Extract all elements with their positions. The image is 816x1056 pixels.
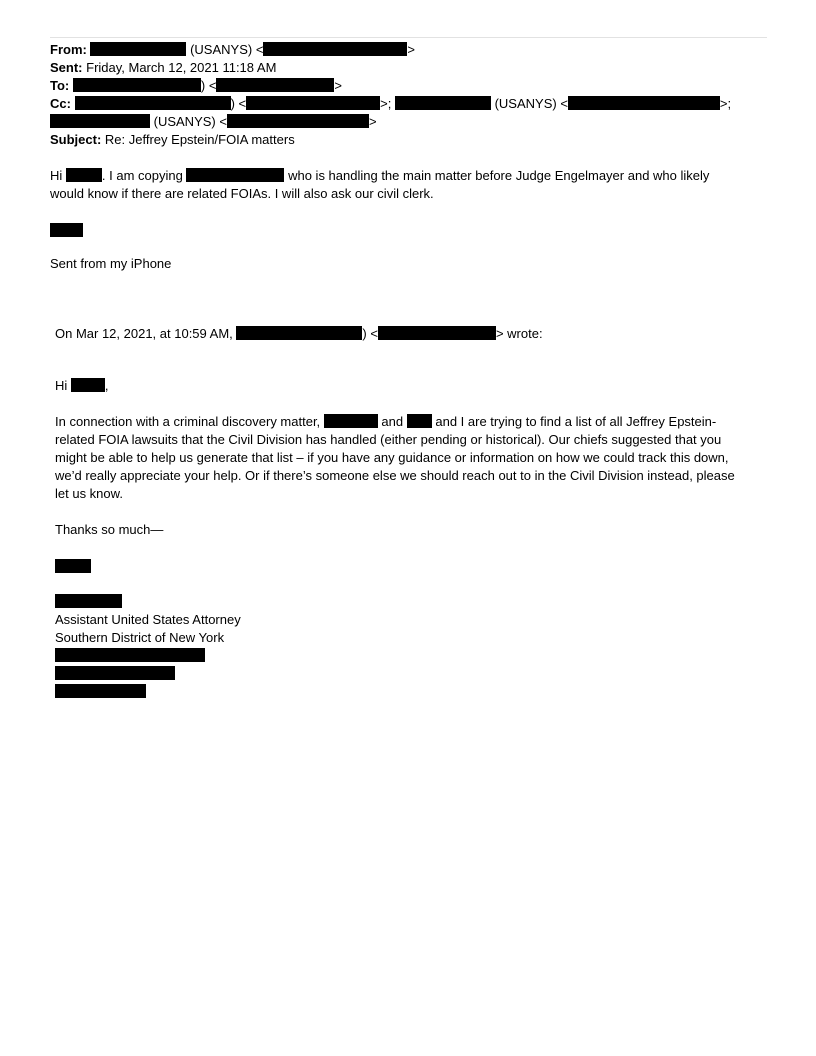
quoted-text: Hi: [55, 378, 68, 393]
redaction-block: [71, 378, 105, 392]
cc-usanys2: (USANYS) <: [153, 114, 227, 129]
redaction-block: [186, 168, 284, 182]
reply-text: . I am copying: [101, 168, 183, 183]
reply-text: Hi: [50, 168, 63, 183]
cc-label: Cc:: [50, 96, 71, 111]
redaction-block: [216, 78, 334, 92]
quoted-text: ) <: [362, 326, 378, 341]
from-text: (USANYS) <: [190, 42, 264, 57]
subject-value: Re: Jeffrey Epstein/FOIA matters: [104, 132, 295, 147]
redaction-block: [55, 559, 91, 573]
redaction-block: [55, 666, 175, 680]
to-close: >: [334, 78, 343, 93]
redaction-block: [568, 96, 720, 110]
quoted-text: > wrote:: [495, 326, 543, 341]
quoted-thanks: Thanks so much—: [55, 522, 164, 537]
redaction-block: [55, 648, 205, 662]
redaction-block: [50, 223, 83, 237]
redaction-block: [378, 326, 496, 340]
signature-office: Southern District of New York: [55, 630, 225, 645]
cc-sep2: >;: [719, 96, 732, 111]
sent-from-iphone: Sent from my iPhone: [50, 256, 172, 271]
redaction-block: [90, 42, 186, 56]
cc-close: >: [368, 114, 377, 129]
redaction-block: [407, 414, 432, 428]
to-line: [50, 77, 342, 95]
quoted-text: and: [381, 414, 404, 429]
quoted-text: On Mar 12, 2021, at 10:59 AM,: [55, 326, 233, 341]
redaction-block: [395, 96, 491, 110]
quoted-greeting: [55, 377, 109, 395]
from-label: From:: [50, 42, 87, 57]
quoted-signature-initial: [55, 558, 91, 576]
redaction-block: [236, 326, 362, 340]
redaction-block: [66, 168, 102, 182]
redaction-block: [75, 96, 231, 110]
quoted-body-line-4: we’d really appreciate your help. Or if there’s someone else we should reach out to in the Civil Division instead, please: [55, 468, 735, 483]
redaction-block: [263, 42, 407, 56]
from-close: >: [407, 42, 416, 57]
quoted-text: In connection with a criminal discovery matter,: [55, 414, 321, 429]
cc-usanys1: (USANYS) <: [494, 96, 568, 111]
signature-address-2: [55, 665, 175, 683]
top-divider: [50, 37, 767, 38]
signature-title: Assistant United States Attorney: [55, 612, 241, 627]
cc-mid1: ) <: [230, 96, 247, 111]
to-label: To:: [50, 78, 70, 93]
signature-address-1: [55, 647, 205, 665]
sent-label: Sent:: [50, 60, 83, 75]
sent-line: [50, 59, 276, 77]
quoted-body-line-1: [55, 413, 716, 431]
redaction-block: [324, 414, 378, 428]
reply-signature: [50, 222, 83, 240]
quoted-body-line-2: related FOIA lawsuits that the Civil Division has handled (either pending or historical). Our chiefs suggested that you: [55, 432, 722, 447]
redaction-block: [55, 594, 122, 608]
quoted-signature-name: [55, 593, 122, 611]
redaction-block: [55, 684, 146, 698]
sent-value: Friday, March 12, 2021 11:18 AM: [86, 60, 277, 75]
quoted-body-line-5: let us know.: [55, 486, 123, 501]
cc-continued-line: [50, 113, 377, 131]
quoted-text: and I are trying to find a list of all Jeffrey Epstein-: [435, 414, 717, 429]
quoted-text: ,: [104, 378, 109, 393]
quoted-intro: [55, 325, 543, 343]
quoted-body-line-3: might be able to help us generate that list – if you have any guidance or information on how we could track this down,: [55, 450, 729, 465]
redaction-block: [227, 114, 369, 128]
redaction-block: [246, 96, 380, 110]
signature-phone: [55, 683, 146, 701]
cc-line: [50, 95, 731, 113]
reply-text: who is handling the main matter before Judge Engelmayer and who likely: [288, 168, 710, 183]
to-mid: ) <: [200, 78, 217, 93]
redaction-block: [50, 114, 150, 128]
reply-line-2: would know if there are related FOIAs. I will also ask our civil clerk.: [50, 186, 434, 201]
subject-label: Subject:: [50, 132, 102, 147]
from-line: [50, 41, 415, 59]
cc-sep1: >;: [380, 96, 392, 111]
redaction-block: [73, 78, 201, 92]
reply-line-1: [50, 167, 709, 185]
subject-line: [50, 131, 295, 149]
